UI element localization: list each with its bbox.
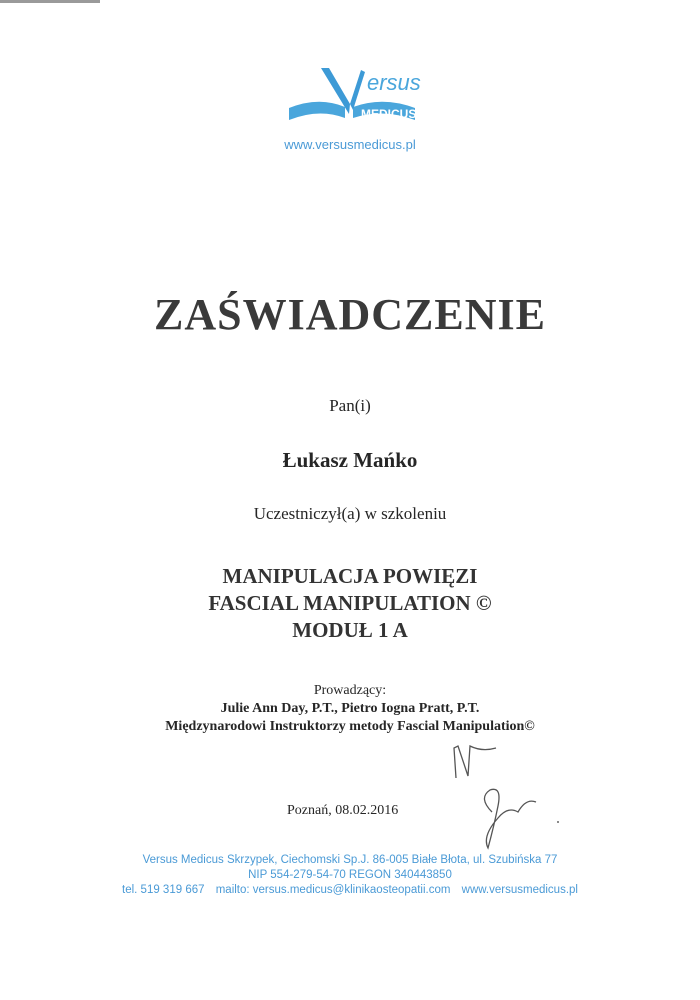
footer-tax-ids: NIP 554-279-54-70 REGON 340443850 — [248, 869, 452, 881]
footer-address: Versus Medicus Skrzypek, Ciechomski Sp.J. 86-005 Białe Błota, ul. Szubińska 77 — [142, 854, 558, 866]
course-title — [0, 563, 700, 644]
logo-word-medicus: MEDICUS — [361, 107, 417, 121]
instructors-description: Międzynarodowi Instruktorzy metody Fascial Manipulation© — [165, 719, 535, 734]
instructors-names: Julie Ann Day, P.T., Pietro Iogna Pratt, P.T. — [220, 701, 480, 716]
scan-edge-line — [0, 0, 100, 3]
participant-name: Łukasz Mańko — [282, 448, 418, 472]
footer-phone: tel. 519 319 667 — [122, 884, 205, 896]
versus-medicus-logo — [283, 60, 423, 130]
course-line-1: MANIPULACJA POWIĘZI — [222, 564, 478, 588]
certificate-title: ZAŚWIADCZENIE — [154, 290, 546, 339]
footer — [0, 853, 700, 898]
signature — [448, 740, 568, 860]
website-url: www.versusmedicus.pl — [284, 137, 416, 152]
instructors-label: Prowadzący: — [313, 683, 387, 698]
logo-word-versus: ersus — [367, 70, 421, 95]
footer-contacts — [0, 883, 700, 898]
course-line-2: FASCIAL MANIPULATION © — [208, 591, 492, 615]
participation-text: Uczestniczył(a) w szkoleniu — [253, 504, 447, 523]
place-date: Poznań, 08.02.2016 — [287, 803, 399, 818]
footer-website[interactable]: www.versusmedicus.pl — [461, 884, 578, 896]
course-line-3: MODUŁ 1 A — [292, 618, 408, 642]
footer-email[interactable]: mailto: versus.medicus@klinikaosteopatii.com — [215, 884, 451, 896]
instructors-block — [0, 682, 700, 736]
salutation: Pan(i) — [329, 396, 371, 415]
